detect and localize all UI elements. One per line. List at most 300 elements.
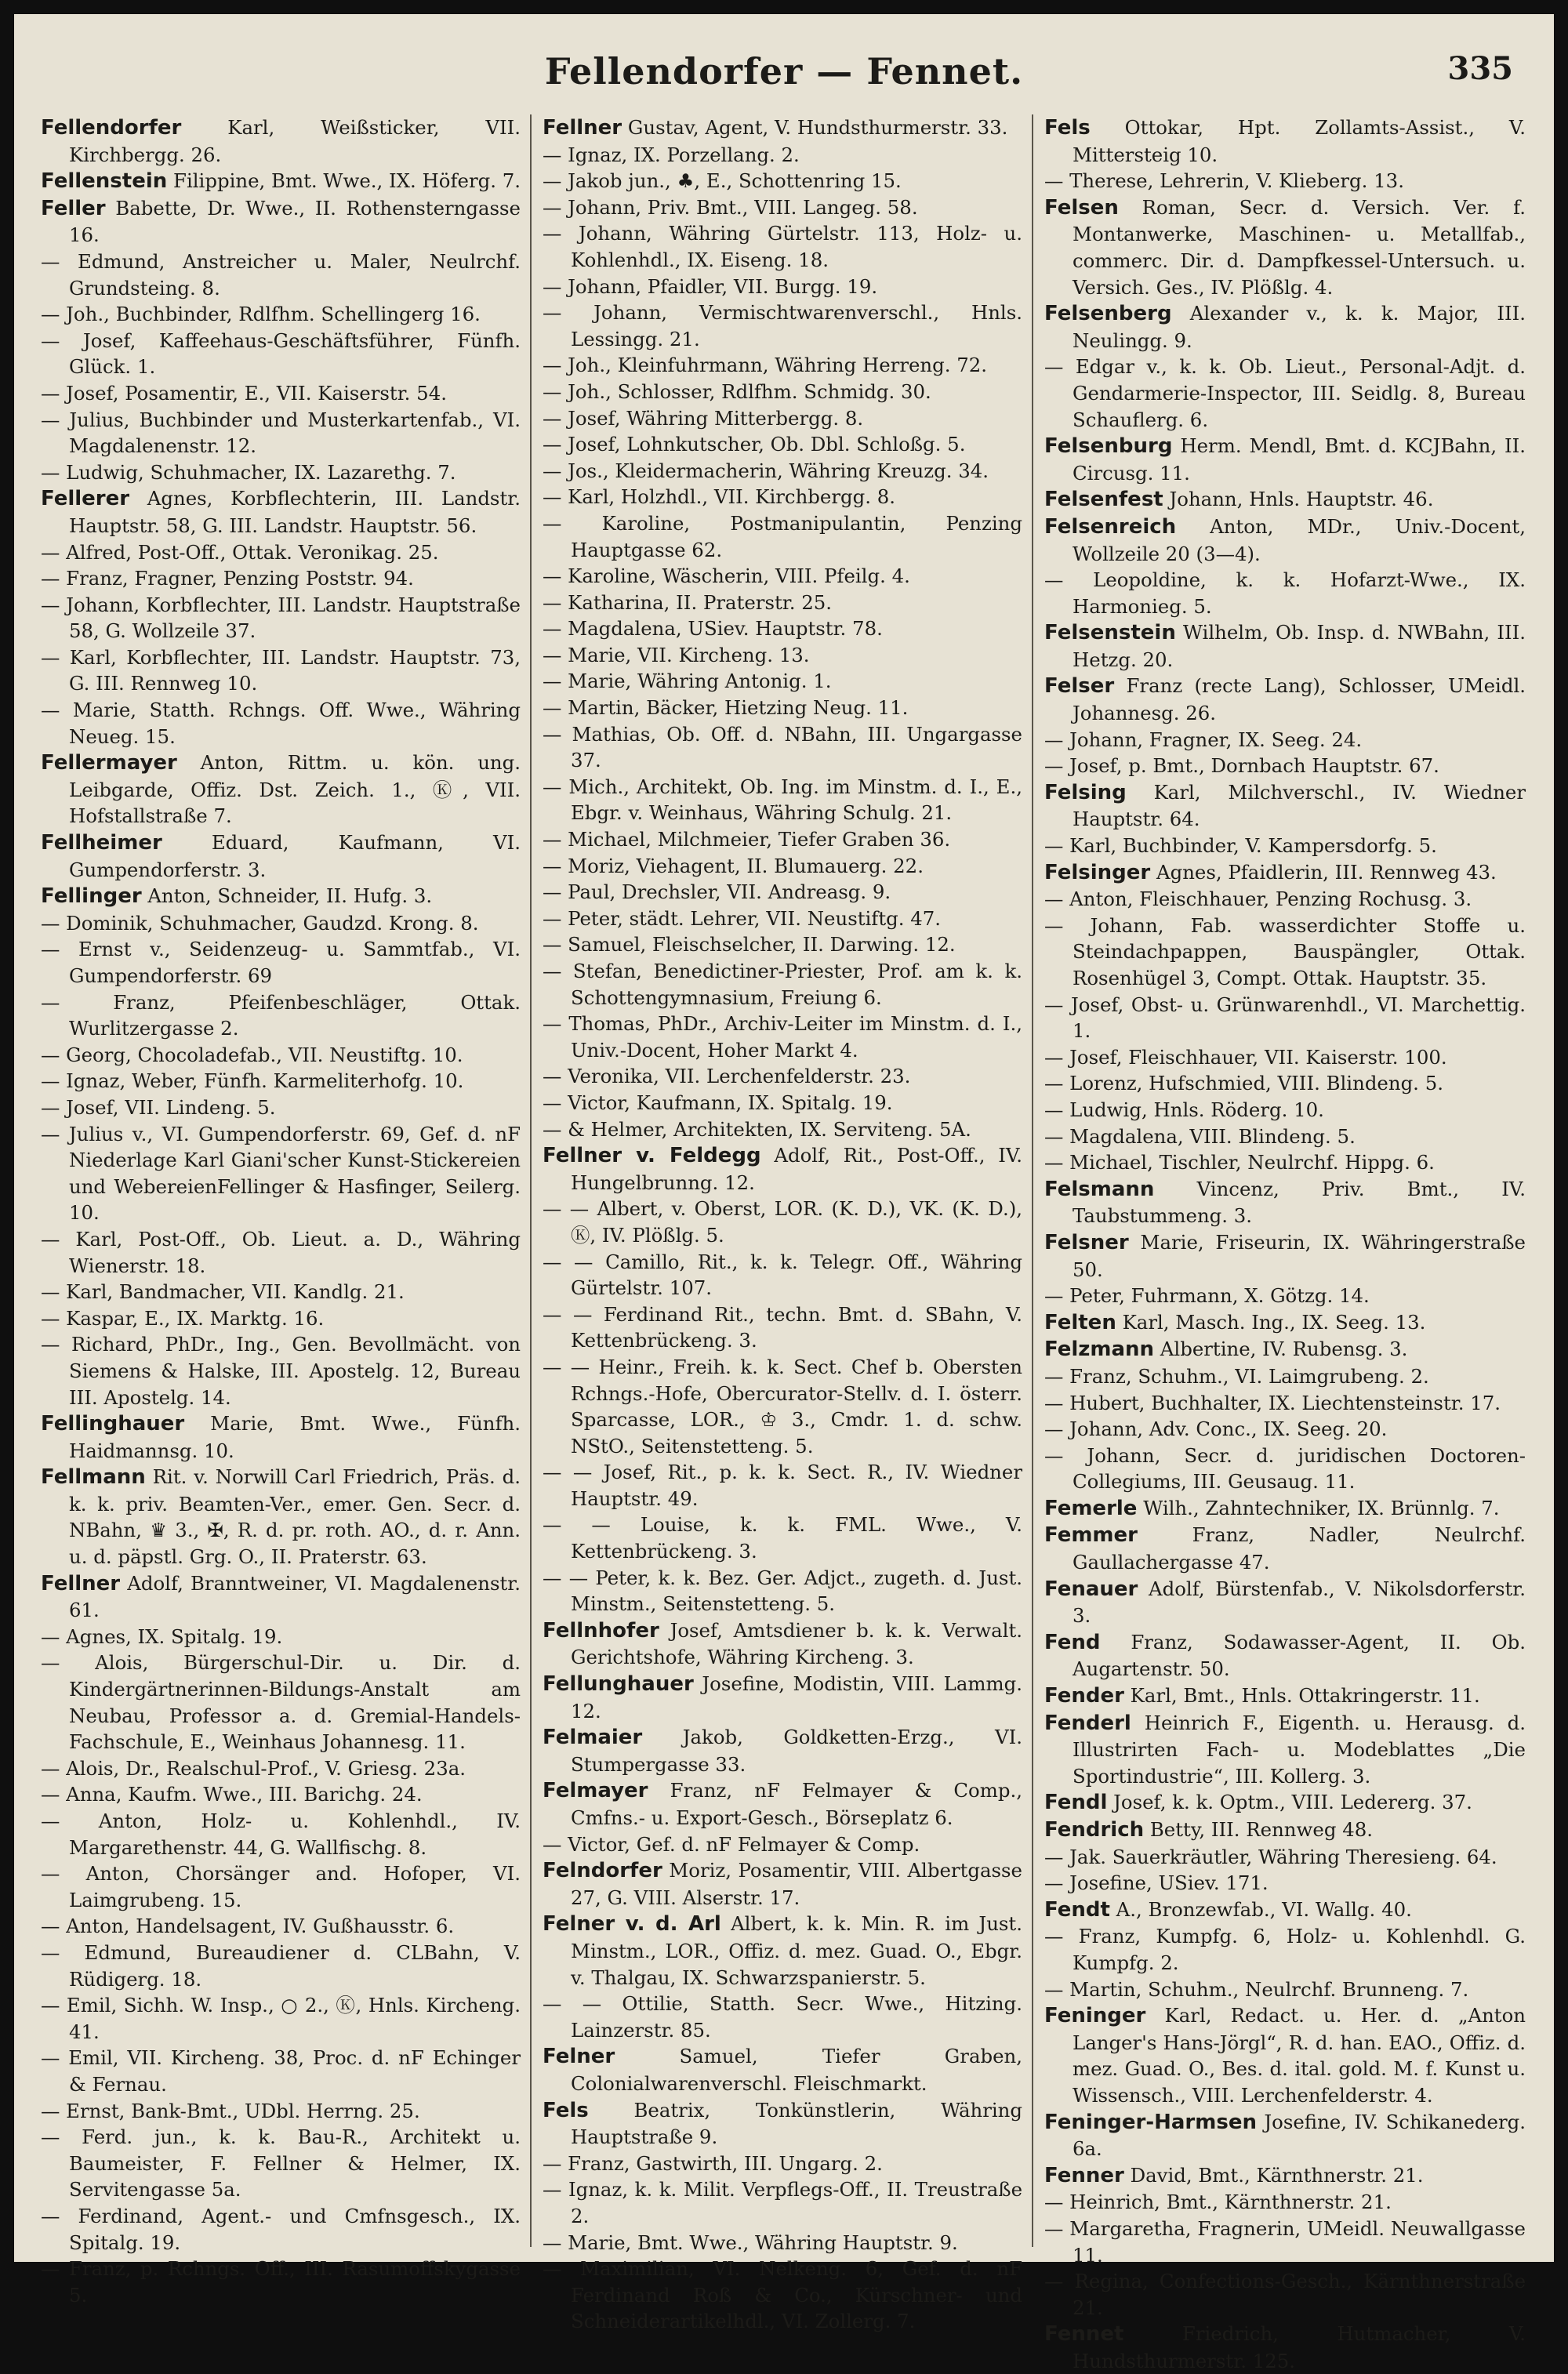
directory-entry (41, 328, 521, 380)
entry-text: — Karl, Post-Off., Ob. Lieut. a. D., Währing Wienerstr. 18. (41, 1227, 521, 1277)
directory-entry (543, 1512, 1022, 1564)
entry-text: — Emil, VII. Kircheng. 38, Proc. d. nF Echinger & Fernau. (41, 2046, 521, 2096)
entry-text: A., Bronzewfab., VI. Wallg. 40. (1109, 1897, 1412, 1921)
directory-entry (41, 644, 521, 697)
entry-surname: Fenauer (1044, 1577, 1138, 1601)
directory-entry (1044, 567, 1526, 619)
directory-entry (1044, 1923, 1526, 1976)
entry-text: — Anton, Chorsänger and. Hofoper, VI. Laimgrubeng. 15. (41, 1862, 521, 1911)
entry-text: — — Josef, Rit., p. k. k. Sect. R., IV. Wiedner Hauptstr. 49. (543, 1461, 1022, 1510)
entry-surname: Fellner v. Feldegg (543, 1144, 761, 1168)
entry-surname: Fenderl (1044, 1711, 1131, 1735)
entry-text: — Ignaz, Weber, Fünfh. Karmeliterhofg. 10. (41, 1069, 464, 1093)
directory-entry (543, 1354, 1022, 1459)
directory-entry (1044, 1176, 1526, 1229)
entry-text: Samuel, Tiefer Graben, Colonialwarenverschl. Fleischmarkt. (571, 2045, 1022, 2095)
entry-text: — Johann, Währing Gürtelstr. 113, Holz- u. Kohlenhdl., IX. Eiseng. 18. (543, 222, 1022, 271)
directory-entry (1044, 114, 1526, 168)
directory-entry (1044, 1522, 1526, 1575)
entry-text: — & Helmer, Architekten, IX. Serviteng. 5A. (543, 1117, 971, 1141)
entry-text: — Franz, Pfeifenbeschläger, Ottak. Wurlitzergasse 2. (41, 990, 521, 1040)
directory-entry (1044, 1363, 1526, 1390)
directory-entry (543, 142, 1022, 169)
directory-entry (41, 380, 521, 407)
entry-text: — Franz, p. Rchngs. Off., III. Rasumoffskygasse 5. (41, 2257, 521, 2307)
entry-text: — Marie, Statth. Rchngs. Off. Wwe., Währing Neueg. 15. (41, 699, 521, 748)
entry-text: Karl, Redact. u. Her. d. „Anton Langer's Hans-Jörgl“, R. d. han. EAO., Offiz. d. mez. Guad. O., Bes. d. ital. gold. M. f. Kunst u. Wissensch., VIII. Lerchenfelderstr. 4. (1073, 2004, 1526, 2107)
entry-text: — Johann, Fab. wasserdichter Stoffe u. Steindachpappen, Bauspängler, Ottak. Rosenhügel 3, Compt. Ottak. Hauptstr. 35. (1044, 913, 1526, 989)
entry-surname: Femmer (1044, 1523, 1138, 1548)
entry-surname: Feninger (1044, 2004, 1146, 2028)
entry-text: — Karl, Korbflechter, III. Landstr. Hauptstr. 73, G. III. Rennweg 10. (41, 645, 521, 695)
entry-text: — Joh., Buchbinder, Rdlfhm. Schellingerg 16. (41, 303, 481, 326)
entry-text: — Josef, Fleischhauer, VII. Kaiserstr. 100. (1044, 1045, 1447, 1069)
entry-text: Josef, k. k. Optm., VIII. Ledererg. 37. (1107, 1791, 1472, 1814)
directory-entry (1044, 300, 1526, 354)
column-middle (532, 114, 1033, 2333)
directory-entry (543, 1565, 1022, 1617)
directory-entry (1044, 2268, 1526, 2321)
directory-entry (543, 379, 1022, 405)
directory-entry (41, 883, 521, 910)
entry-surname: Felsmann (1044, 1177, 1155, 1201)
directory-entry (41, 1410, 521, 1464)
directory-entry (41, 2256, 521, 2308)
entry-text: Betty, III. Rennweg 48. (1144, 1818, 1373, 1841)
directory-entry (543, 1777, 1022, 1831)
entry-surname: Fellenstein (41, 169, 168, 194)
entry-text: Johann, Hnls. Hauptstr. 46. (1163, 488, 1434, 511)
entry-text: — Ernst, Bank-Bmt., UDbl. Herrng. 25. (41, 2099, 420, 2122)
entry-text: Adolf, Bürstenfab., V. Nikolsdorferstr. 3. (1073, 1577, 1526, 1628)
directory-entry (1044, 1844, 1526, 1871)
directory-entry (41, 459, 521, 486)
entry-text: — Hubert, Buchhalter, IX. Liechtensteinstr. 17. (1044, 1391, 1501, 1414)
directory-entry (41, 1781, 521, 1808)
directory-entry (1044, 1044, 1526, 1071)
entry-text: — Johann, Secr. d. juridischen Doctoren-Collegiums, III. Geusaug. 11. (1044, 1443, 1526, 1494)
entry-text: — — Albert, v. Oberst, LOR. (K. D.), VK. (K. D.), Ⓚ, IV. Plößlg. 5. (543, 1197, 1022, 1247)
entry-surname: Felten (1044, 1310, 1116, 1334)
directory-entry (1044, 2321, 1526, 2374)
entry-surname: Fendrich (1044, 1818, 1145, 1842)
entry-text: — Franz, Gastwirth, III. Ungarg. 2. (543, 2151, 883, 2175)
directory-entry (543, 114, 1022, 142)
entry-text: — — Camillo, Rit., k. k. Telegr. Off., Währing Gürtelstr. 107. (543, 1250, 1022, 1300)
directory-entry (1044, 727, 1526, 753)
entry-surname: Felndorfer (543, 1859, 662, 1883)
entry-text: Marie, Friseurin, IX. Währingerstraße 50. (1073, 1230, 1526, 1281)
entry-text: — Lorenz, Hufschmied, VIII. Blindeng. 5. (1044, 1072, 1443, 1095)
entry-text: — Maximilian, VI. Nelkeng. 6, Gef. d. nF Ferdinand Roß & Co., Kürschner- und Schneiderartikelhdl., VI. Zollerg. 7. (543, 2257, 1022, 2333)
directory-entry (41, 407, 521, 459)
directory-entry (1044, 779, 1526, 833)
entry-surname: Felsen (1044, 195, 1119, 220)
column-left (30, 114, 532, 2307)
directory-entry (41, 1279, 521, 1305)
entry-text: — Ignaz, IX. Porzellang. 2. (543, 143, 800, 166)
directory-entry (41, 168, 521, 195)
entry-text: — Ernst v., Seidenzeug- u. Sammtfab., VI. Gumpendorferstr. 69 (41, 938, 521, 987)
directory-entry (41, 565, 521, 592)
entry-text: — Michael, Tischler, Neulrchf. Hippg. 6. (1044, 1151, 1435, 1174)
directory-entry (543, 2230, 1022, 2256)
entry-surname: Fend (1044, 1630, 1101, 1654)
entry-surname: Felsing (1044, 780, 1127, 804)
entry-text: Jakob, Goldketten-Erzg., VI. Stumpergasse 33. (571, 1726, 1022, 1776)
directory-entry (543, 1991, 1022, 2043)
entry-text: — Franz, Kumpfg. 6, Holz- u. Kohlenhdl. G. Kumpfg. 2. (1044, 1925, 1526, 1974)
directory-entry (41, 1940, 521, 1992)
directory-entry (1044, 194, 1526, 300)
entry-surname: Felsenberg (1044, 302, 1172, 326)
directory-entry (1044, 514, 1526, 567)
directory-entry (543, 563, 1022, 590)
entry-text: — Anton, Holz- u. Kohlenhdl., IV. Margarethenstr. 44, G. Wallfischg. 8. (41, 1810, 521, 1859)
directory-entry (543, 774, 1022, 826)
running-head: Fellendorfer — Fennet. (544, 50, 1024, 93)
directory-entry (1044, 1870, 1526, 1897)
directory-entry (543, 668, 1022, 695)
directory-entry (41, 1755, 521, 1782)
entry-surname: Fellerer (41, 487, 130, 511)
directory-entry (41, 2124, 521, 2203)
entry-text: Anton, Schneider, II. Hufg. 3. (141, 884, 433, 908)
entry-text: — Katharina, II. Praterstr. 25. (543, 590, 833, 614)
directory-entry (543, 484, 1022, 510)
directory-entry (41, 485, 521, 539)
entry-text: Josefine, IV. Schikanederg. 6a. (1073, 2110, 1526, 2161)
entry-text: — Julius v., VI. Gumpendorferstr. 69, Gef. d. nF Niederlage Karl Giani'scher Kunst-Stickereien und WebereienFellinger & Hasfinger, Seilerg. 10. (41, 1122, 521, 1225)
entry-text: — Regina, Confections-Gesch., Kärnthnerstraße 21. (1044, 2270, 1526, 2319)
entry-text: — Magdalena, VIII. Blindeng. 5. (1044, 1124, 1356, 1148)
entry-text: — Ludwig, Schuhmacher, IX. Lazarethg. 7. (41, 460, 456, 484)
entry-text: Karl, Milchverschl., IV. Wiedner Hauptstr. 64. (1073, 780, 1526, 831)
entry-text: — Anton, Fleischhauer, Penzing Rochusg. 3. (1044, 888, 1472, 911)
entry-text: Agnes, Pfaidlerin, III. Rennweg 43. (1150, 860, 1497, 884)
directory-entry (543, 958, 1022, 1011)
entry-surname: Fellinger (41, 884, 142, 909)
entry-text: Albertine, IV. Rubensg. 3. (1154, 1338, 1408, 1361)
entry-surname: Fennet (1044, 2322, 1124, 2347)
directory-entry (543, 1459, 1022, 1512)
entry-surname: Fellendorfer (41, 116, 182, 140)
entry-text: — Veronika, VII. Lerchenfelderstr. 23. (543, 1065, 911, 1088)
entry-text: — Josef, Posamentir, E., VII. Kaiserstr. 54. (41, 381, 447, 405)
entry-text: Karl, Masch. Ing., IX. Seeg. 13. (1116, 1310, 1426, 1334)
entry-text: — — Heinr., Freih. k. k. Sect. Chef b. Obersten Rchngs.-Hofe, Obercurator-Stellv. d. I. österr. Sparcasse, LOR., ♔ 3., Cmdr. 1. d. schw. NStO., Seitenstetteng. 5. (543, 1355, 1022, 1457)
directory-entry (543, 590, 1022, 616)
directory-entry (543, 352, 1022, 379)
directory-entry (543, 642, 1022, 669)
entry-text: Josefine, Modistin, VIII. Lammg. 12. (571, 1672, 1022, 1722)
entry-text: — Josefine, USiev. 171. (1044, 1871, 1269, 1895)
entry-text: — Michael, Milchmeier, Tiefer Graben 36. (543, 828, 951, 851)
column-right (1033, 114, 1535, 2372)
entry-text: Vincenz, Priv. Bmt., IV. Taubstummeng. 3. (1073, 1177, 1526, 1228)
entry-text: Albert, k. k. Min. R. im Just. Minstm., LOR., Offiz. d. mez. Guad. O., Ebgr. v. Thalgau, IX. Schwarzspanierstr. 5. (571, 1912, 1022, 1989)
entry-text: — Marie, VII. Kircheng. 13. (543, 643, 810, 666)
entry-text: — Franz, Fragner, Penzing Poststr. 94. (41, 567, 414, 590)
entry-text: Ottokar, Hpt. Zollamts-Assist., V. Mittersteig 10. (1073, 116, 1526, 166)
entry-text: — Peter, Fuhrmann, X. Götzg. 14. (1044, 1284, 1370, 1308)
directory-entry (1044, 1123, 1526, 1150)
directory-entry (543, 1617, 1022, 1671)
entry-surname: Felner v. d. Arl (543, 1912, 721, 1937)
entry-text: — Josef, Kaffeehaus-Geschäftsführer, Fünfh. Glück. 1. (41, 329, 521, 379)
directory-entry (1044, 833, 1526, 859)
directory-entry (543, 826, 1022, 853)
page-header (14, 50, 1554, 105)
directory-entry (543, 879, 1022, 906)
columns-container (30, 114, 1535, 2372)
entry-surname: Felzmann (1044, 1338, 1155, 1362)
entry-text: Karl, Weißsticker, VII. Kirchbergg. 26. (69, 116, 521, 166)
directory-entry (41, 1860, 521, 1913)
entry-text: Franz, Sodawasser-Agent, II. Ob. Augartenstr. 50. (1073, 1630, 1526, 1681)
entry-text: Franz, Nadler, Neulrchf. Gaullachergasse 47. (1073, 1523, 1526, 1574)
entry-surname: Fendt (1044, 1897, 1110, 1922)
directory-entry (41, 195, 521, 249)
directory-entry (543, 1831, 1022, 1858)
entry-text: — Peter, städt. Lehrer, VII. Neustiftg. 47. (543, 906, 942, 930)
entry-text: Anton, MDr., Univ.-Docent, Wollzeile 20 (3—4). (1073, 514, 1526, 565)
entry-text: — Jak. Sauerkräutler, Währing Theresieng. 64. (1044, 1845, 1497, 1868)
directory-entry (1044, 1897, 1526, 1924)
entry-text: — Josef, p. Bmt., Dornbach Hauptstr. 67. (1044, 754, 1439, 778)
entry-text: — Jakob jun., ♣, E., Schottenring 15. (543, 169, 902, 193)
entry-surname: Fellermayer (41, 751, 177, 775)
directory-entry (543, 510, 1022, 563)
directory-entry (41, 697, 521, 750)
directory-entry (543, 1724, 1022, 1777)
entry-surname: Felmaier (543, 1726, 643, 1750)
entry-surname: Fendl (1044, 1791, 1108, 1815)
directory-entry (41, 1464, 521, 1570)
entry-text: Rit. v. Norwill Carl Friedrich, Präs. d. k. k. priv. Beamten-Ver., emer. Gen. Secr. d. NBahn, ♛ 3., ✠, R. d. pr. roth. AO., d. r. Ann. u. d. päpstl. Grg. O., II. Praterstr. 63. (69, 1465, 521, 1569)
entry-surname: Fels (1044, 116, 1091, 140)
entry-surname: Fellner (41, 1571, 121, 1595)
entry-text: — Josef, Währing Mitterbergg. 8. (543, 406, 864, 430)
directory-entry (41, 592, 521, 644)
directory-entry (543, 431, 1022, 458)
entry-text: — Anna, Kaufm. Wwe., III. Barichg. 24. (41, 1783, 423, 1806)
entry-text: — Johann, Pfaidler, VII. Burgg. 19. (543, 274, 878, 298)
directory-entry (41, 2045, 521, 2097)
entry-text: — Ferd. jun., k. k. Bau-R., Architekt u. Baumeister, F. Fellner & Helmer, IX. Servitengasse 5a. (41, 2125, 521, 2202)
entry-text: — Paul, Drechsler, VII. Andreasg. 9. (543, 880, 891, 904)
directory-entry (543, 458, 1022, 485)
directory-entry (543, 1090, 1022, 1116)
directory-entry (1044, 886, 1526, 913)
directory-entry (41, 2203, 521, 2256)
entry-text: — Joh., Schlosser, Rdlfhm. Schmidg. 30. (543, 379, 931, 403)
directory-entry (543, 721, 1022, 774)
page-number: 335 (1447, 50, 1513, 87)
entry-text: — Edgar v., k. k. Ob. Lieut., Personal-Adjt. d. Gendarmerie-Inspector, III. Seidlg. 8, Bureau Schauflerg. 6. (1044, 355, 1526, 431)
directory-entry (543, 1301, 1022, 1354)
directory-entry (543, 194, 1022, 221)
entry-text: — Mathias, Ob. Off. d. NBahn, III. Ungargasse 37. (543, 722, 1022, 772)
directory-entry (543, 906, 1022, 932)
entry-text: — Julius, Buchbinder und Musterkartenfab., VI. Magdalenenstr. 12. (41, 408, 521, 458)
directory-entry (1044, 1390, 1526, 1417)
directory-entry (41, 750, 521, 829)
entry-surname: Fender (1044, 1684, 1124, 1708)
directory-entry (543, 931, 1022, 958)
entry-text: Roman, Secr. d. Versich. Ver. f. Montanwerke, Maschinen- u. Metallfab., commerc. Dir. d. Dampfkessel-Untersuch. u. Versich. Ges., IV. Plößlg. 4. (1073, 195, 1526, 299)
directory-entry (41, 1068, 521, 1094)
entry-surname: Fels (543, 2098, 589, 2122)
directory-entry (41, 301, 521, 328)
entry-text: — Leopoldine, k. k. Hofarzt-Wwe., IX. Harmonieg. 5. (1044, 568, 1526, 618)
directory-entry (543, 220, 1022, 273)
entry-text: Friedrich, Hutmacher, V. Hundsthurmerstr. 125. (1073, 2322, 1526, 2372)
entry-surname: Fenner (1044, 2163, 1124, 2187)
entry-surname: Femerle (1044, 1496, 1138, 1520)
entry-text: — Victor, Gef. d. nF Felmayer & Comp. (543, 1832, 920, 1856)
entry-text: Adolf, Rit., Post-Off., IV. Hungelbrunng. 12. (571, 1144, 1022, 1194)
entry-text: — Martin, Bäcker, Hietzing Neug. 11. (543, 696, 909, 720)
directory-entry (41, 114, 521, 168)
entry-text: — Ignaz, k. k. Milit. Verpflegs-Off., II. Treustraße 2. (543, 2178, 1022, 2227)
entry-text: — Martin, Schuhm., Neulrchf. Brunneng. 7. (1044, 1977, 1469, 2001)
entry-text: Wilhelm, Ob. Insp. d. NWBahn, III. Hetzg. 20. (1073, 621, 1526, 671)
directory-entry (41, 936, 521, 989)
directory-entry (1044, 1283, 1526, 1309)
directory-entry (1044, 486, 1526, 514)
directory-entry (543, 299, 1022, 352)
directory-entry (41, 1331, 521, 1410)
entry-surname: Felsenfest (1044, 488, 1163, 512)
directory-entry (543, 853, 1022, 880)
directory-entry (543, 1196, 1022, 1248)
entry-surname: Fellmann (41, 1465, 146, 1490)
directory-entry (543, 615, 1022, 642)
entry-text: — Kaspar, E., IX. Marktg. 16. (41, 1306, 325, 1330)
directory-entry (1044, 433, 1526, 486)
directory-entry (543, 1671, 1022, 1724)
directory-entry (41, 1570, 521, 1624)
directory-entry (1044, 1149, 1526, 1176)
directory-entry (41, 1808, 521, 1860)
directory-entry (543, 405, 1022, 432)
entry-text: — Magdalena, USiev. Hauptstr. 78. (543, 617, 883, 641)
directory-entry (543, 2151, 1022, 2177)
entry-text: — — Louise, k. k. FML. Wwe., V. Kettenbrückeng. 3. (543, 1513, 1022, 1563)
entry-text: — Agnes, IX. Spitalg. 19. (41, 1624, 283, 1648)
entry-text: — — Peter, k. k. Bez. Ger. Adjct., zugeth. d. Just. Minstm., Seitenstetteng. 5. (543, 1566, 1022, 1616)
directory-entry (41, 249, 521, 301)
directory-entry (543, 1142, 1022, 1196)
directory-entry (543, 274, 1022, 300)
directory-entry (41, 1226, 521, 1279)
directory-entry (1044, 2002, 1526, 2108)
directory-entry (1044, 1495, 1526, 1523)
entry-text: Herm. Mendl, Bmt. d. KCJBahn, II. Circusg. 11. (1073, 434, 1526, 485)
directory-entry (41, 1042, 521, 1069)
entry-text: — — Ottilie, Statth. Secr. Wwe., Hitzing. Lainzerstr. 85. (543, 1992, 1022, 2042)
entry-text: — Josef, Obst- u. Grünwarenhdl., VI. Marchettig. 1. (1044, 993, 1526, 1043)
directory-entry (41, 989, 521, 1042)
entry-surname: Felsenreich (1044, 514, 1177, 539)
entry-text: David, Bmt., Kärnthnerstr. 21. (1123, 2163, 1424, 2187)
entry-text: — Georg, Chocoladefab., VII. Neustiftg. 10. (41, 1043, 463, 1066)
entry-text: — Alois, Bürgerschul-Dir. u. Dir. d. Kindergärtnerinnen-Bildungs-Anstalt am Neubau, Professor a. d. Gremial-Handels-Fachschule, E., Weinhaus Johannesg. 11. (41, 1651, 521, 1754)
directory-entry (1044, 673, 1526, 726)
entry-surname: Felsenstein (1044, 621, 1176, 645)
entry-text: — Ferdinand, Agent.- und Cmfnsgesch., IX. Spitalg. 19. (41, 2204, 521, 2254)
entry-surname: Felsenburg (1044, 434, 1173, 459)
directory-entry (543, 2176, 1022, 2229)
directory-entry (1044, 2109, 1526, 2162)
entry-surname: Felser (1044, 674, 1115, 699)
directory-entry (1044, 753, 1526, 779)
directory-entry (1044, 992, 1526, 1044)
entry-text: — Alfred, Post-Off., Ottak. Veronikag. 25. (41, 540, 439, 564)
entry-surname: Felsner (1044, 1230, 1129, 1254)
entry-text: Anton, Rittm. u. kön. ung. Leibgarde, Offiz. Dst. Zeich. 1., Ⓚ, VII. Hofstallstraße 7. (69, 751, 521, 828)
entry-text: Eduard, Kaufmann, VI. Gumpendorferstr. 3. (69, 831, 521, 881)
entry-text: — Dominik, Schuhmacher, Gaudzd. Krong. 8. (41, 911, 479, 935)
directory-entry (1044, 2216, 1526, 2268)
entry-text: — Johann, Vermischtwarenverschl., Hnls. Lessingg. 21. (543, 301, 1022, 350)
entry-surname: Fellnhofer (543, 1618, 659, 1643)
entry-text: — Karoline, Postmanipulantin, Penzing Hauptgasse 62. (543, 511, 1022, 561)
entry-text: — Richard, PhDr., Ing., Gen. Bevollmächt. von Siemens & Halske, III. Apostelg. 12, Bureau III. Apostelg. 14. (41, 1333, 521, 1409)
directory-entry (1044, 1629, 1526, 1682)
entry-text: Alexander v., k. k. Major, III. Neulingg. 9. (1073, 302, 1526, 352)
entry-text: — Johann, Korbflechter, III. Landstr. Hauptstraße 58, G. Wollzeile 37. (41, 593, 521, 643)
directory-entry (1044, 1336, 1526, 1363)
entry-text: — Edmund, Anstreicher u. Maler, Neulrchf. Grundsteing. 8. (41, 249, 521, 299)
entry-text: — Johann, Priv. Bmt., VIII. Langeg. 58. (543, 195, 918, 219)
entry-text: Babette, Dr. Wwe., II. Rothensterngasse 16. (69, 196, 521, 247)
entry-text: Karl, Bmt., Hnls. Ottakringerstr. 11. (1123, 1684, 1480, 1708)
entry-text: — Karl, Holzhdl., VII. Kirchbergg. 8. (543, 485, 896, 509)
directory-entry (543, 2043, 1022, 2096)
entry-text: Wilh., Zahntechniker, IX. Brünnlg. 7. (1137, 1496, 1500, 1519)
entry-text: Filippine, Bmt. Wwe., IX. Höferg. 7. (167, 169, 521, 193)
entry-text: — Margaretha, Fragnerin, UMeidl. Neuwallgasse 11. (1044, 2216, 1526, 2267)
directory-entry (41, 2098, 521, 2125)
directory-entry (1044, 1443, 1526, 1495)
entry-surname: Feller (41, 196, 106, 220)
directory-entry (1044, 168, 1526, 194)
entry-surname: Felner (543, 2045, 615, 2069)
entry-text: — Ludwig, Hnls. Röderg. 10. (1044, 1098, 1324, 1121)
directory-entry (543, 1011, 1022, 1063)
directory-page (14, 14, 1554, 2372)
directory-entry (1044, 2162, 1526, 2190)
entry-text: Moriz, Posamentir, VIII. Albertgasse 27, G. VIII. Alserstr. 17. (571, 1859, 1022, 1909)
directory-entry (543, 168, 1022, 194)
directory-entry (1044, 1309, 1526, 1337)
directory-entry (41, 1121, 521, 1226)
entry-text: — Johann, Adv. Conc., IX. Seeg. 20. (1044, 1418, 1388, 1441)
directory-entry (543, 1249, 1022, 1301)
directory-entry (41, 829, 521, 883)
entry-text: — Marie, Bmt. Wwe., Währing Hauptstr. 9. (543, 2231, 958, 2254)
entry-surname: Felsinger (1044, 860, 1151, 884)
entry-text: — Thomas, PhDr., Archiv-Leiter im Minstm. d. I., Univ.-Docent, Hoher Markt 4. (543, 1012, 1022, 1062)
entry-text: — Johann, Fragner, IX. Seeg. 24. (1044, 728, 1363, 751)
directory-entry (41, 1624, 521, 1650)
entry-text: Marie, Bmt. Wwe., Fünfh. Haidmannsg. 10. (69, 1412, 521, 1462)
directory-entry (1044, 354, 1526, 433)
entry-text: Gustav, Agent, V. Hundsthurmerstr. 33. (622, 116, 1008, 139)
directory-entry (41, 1305, 521, 1332)
